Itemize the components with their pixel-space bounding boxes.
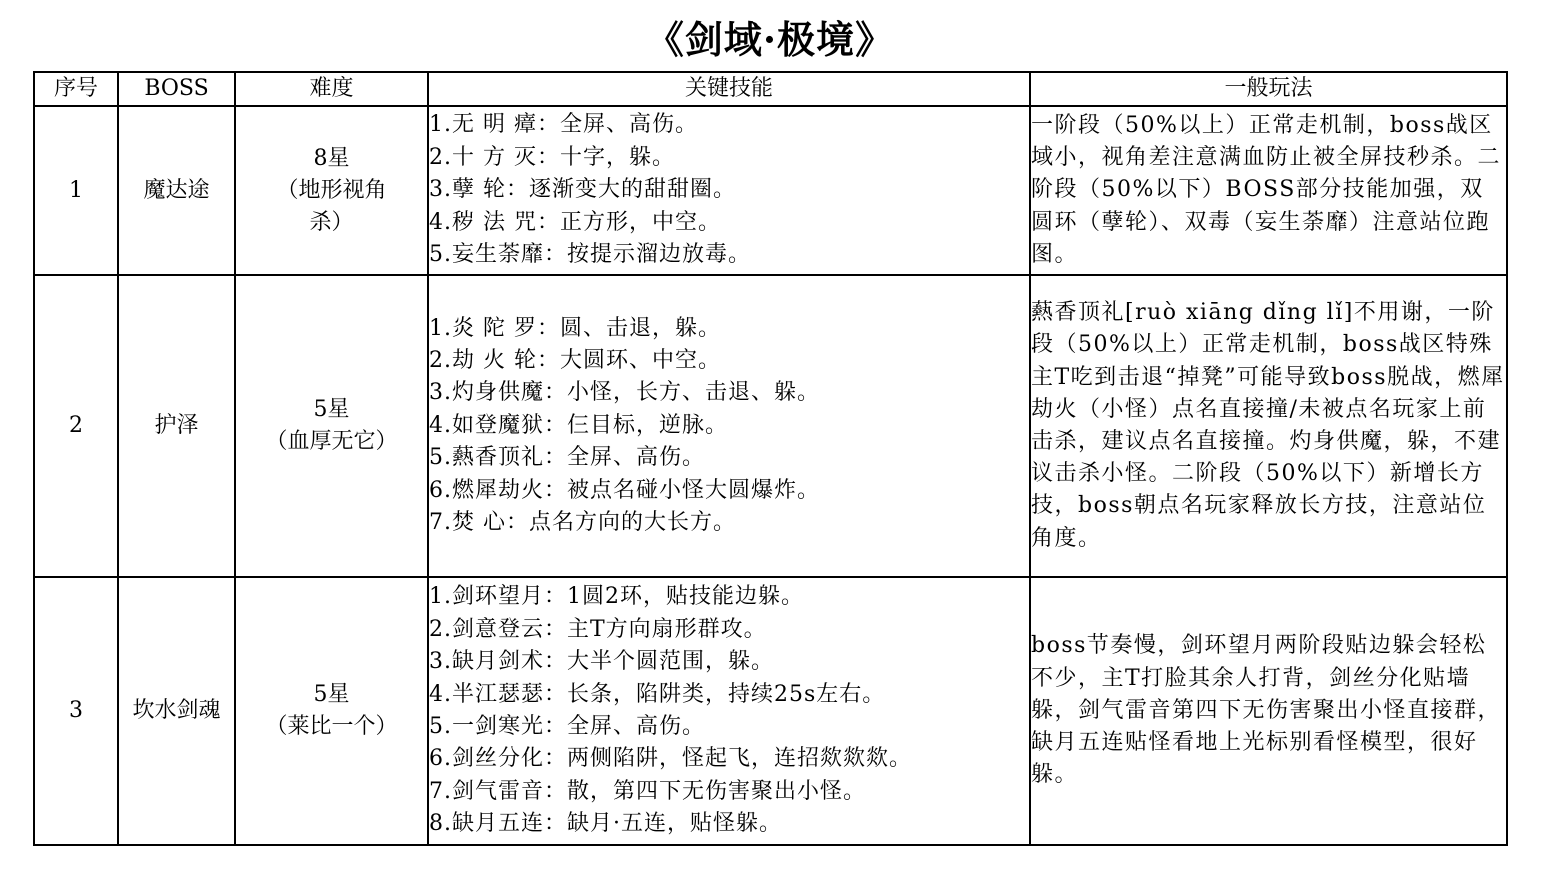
table-row <box>34 577 1507 845</box>
skills-cell <box>428 275 1030 577</box>
skill-item: 8.缺月五连：缺月·五连，贴怪躲。 <box>429 811 782 837</box>
skill-item: 4.如登魔狱：仨目标，逆脉。 <box>429 412 728 438</box>
difficulty-cell <box>235 275 428 577</box>
play-text: 一阶段（50%以上）正常走机制，boss战区域小，视角差注意满血防止被全屏技秒杀。二阶段（50%以下）BOSS部分技能加强，双圆环（孽轮）、双毒（妄生荼靡）注意站位跑图。 <box>1031 112 1502 267</box>
skill-item: 4.秽 法 咒：正方形，中空。 <box>429 209 721 235</box>
skill-item: 7.焚 心：点名方向的大长方。 <box>429 510 736 536</box>
play-text: boss节奏慢，剑环望月两阶段贴边躲会轻松不少，主T打脸其余人打背，剑丝分化贴墙躲，剑气雷音第四下无伤害聚出小怪直接群，缺月五连贴怪看地上光标别看怪模型，很好躲。 <box>1031 633 1502 788</box>
row-index: 3 <box>34 577 118 845</box>
difficulty-note: （地形视角 <box>276 177 387 203</box>
play-text: 爇香顶礼[ruò xiāng dǐng lǐ]不用谢，一阶段（50%以上）正常走机制，boss战区特殊主T吃到击退“掉凳”可能导致boss脱战，燃犀劫火（小怪）点名直接撞/未被点名玩家上前击杀，建议点名直接撞。灼身供魔，躲，不建议击杀小怪。二阶段（50%以下）新增长方技，boss朝点名玩家释放长方技，注意站位角度。 <box>1031 300 1505 551</box>
header-index: 序号 <box>34 72 118 106</box>
table-header-row <box>34 72 1507 106</box>
skill-item: 5.爇香顶礼：全屏、高伤。 <box>429 445 705 471</box>
play-cell <box>1030 106 1507 275</box>
play-cell <box>1030 577 1507 845</box>
difficulty-cell <box>235 577 428 845</box>
difficulty-stars: 5星 <box>313 682 350 707</box>
table-row <box>34 275 1507 577</box>
boss-name: 坎水剑魂 <box>118 577 235 845</box>
difficulty-cell <box>235 106 428 275</box>
boss-table <box>33 71 1508 846</box>
difficulty-note: （莱比一个） <box>265 714 398 739</box>
page-title: 《剑域·极境》 <box>645 17 895 62</box>
row-index: 2 <box>34 275 118 577</box>
table-row <box>34 106 1507 275</box>
header-key-skills: 关键技能 <box>428 72 1030 106</box>
skill-item: 6.燃犀劫火：被点名碰小怪大圆爆炸。 <box>429 477 820 503</box>
skill-item: 2.剑意登云：主T方向扇形群攻。 <box>429 616 767 642</box>
skills-cell <box>428 577 1030 845</box>
difficulty-note: （血厚无它） <box>265 429 398 454</box>
skill-item: 1.无 明 瘴：全屏、高伤。 <box>429 112 698 138</box>
header-general-play: 一般玩法 <box>1030 72 1507 106</box>
skill-item: 3.灼身供魔：小怪，长方、击退、躲。 <box>429 380 820 406</box>
skill-item: 5.一剑寒光：全屏、高伤。 <box>429 714 705 739</box>
skill-item: 7.剑气雷音：散，第四下无伤害聚出小怪。 <box>429 778 866 804</box>
skill-item: 1.剑环望月：1圆2环，贴技能边躲。 <box>429 584 804 610</box>
skill-item: 1.炎 陀 罗：圆、击退，躲。 <box>429 315 721 341</box>
skill-item: 3.缺月剑术：大半个圆范围，躲。 <box>429 649 774 675</box>
skill-item: 2.劫 火 轮：大圆环、中空。 <box>429 347 721 373</box>
difficulty-note: 杀） <box>309 209 354 235</box>
difficulty-stars: 8星 <box>313 145 350 171</box>
play-cell <box>1030 275 1507 577</box>
skill-item: 4.半江瑟瑟：长条，陷阱类，持续25s左右。 <box>429 681 886 707</box>
skill-item: 3.孽 轮：逐渐变大的甜甜圈。 <box>429 177 736 203</box>
header-difficulty: 难度 <box>235 72 428 106</box>
row-index: 1 <box>34 106 118 275</box>
skill-item: 5.妄生荼靡：按提示溜边放毒。 <box>429 242 751 268</box>
boss-name: 护泽 <box>118 275 235 577</box>
header-boss: BOSS <box>118 72 235 106</box>
skill-item: 2.十 方 灭：十字，躲。 <box>429 144 675 170</box>
skills-cell <box>428 106 1030 275</box>
skill-item: 6.剑丝分化：两侧陷阱，怪起飞，连招欻欻欻。 <box>429 746 912 772</box>
boss-name: 魔达途 <box>118 106 235 275</box>
difficulty-stars: 5星 <box>313 397 350 422</box>
